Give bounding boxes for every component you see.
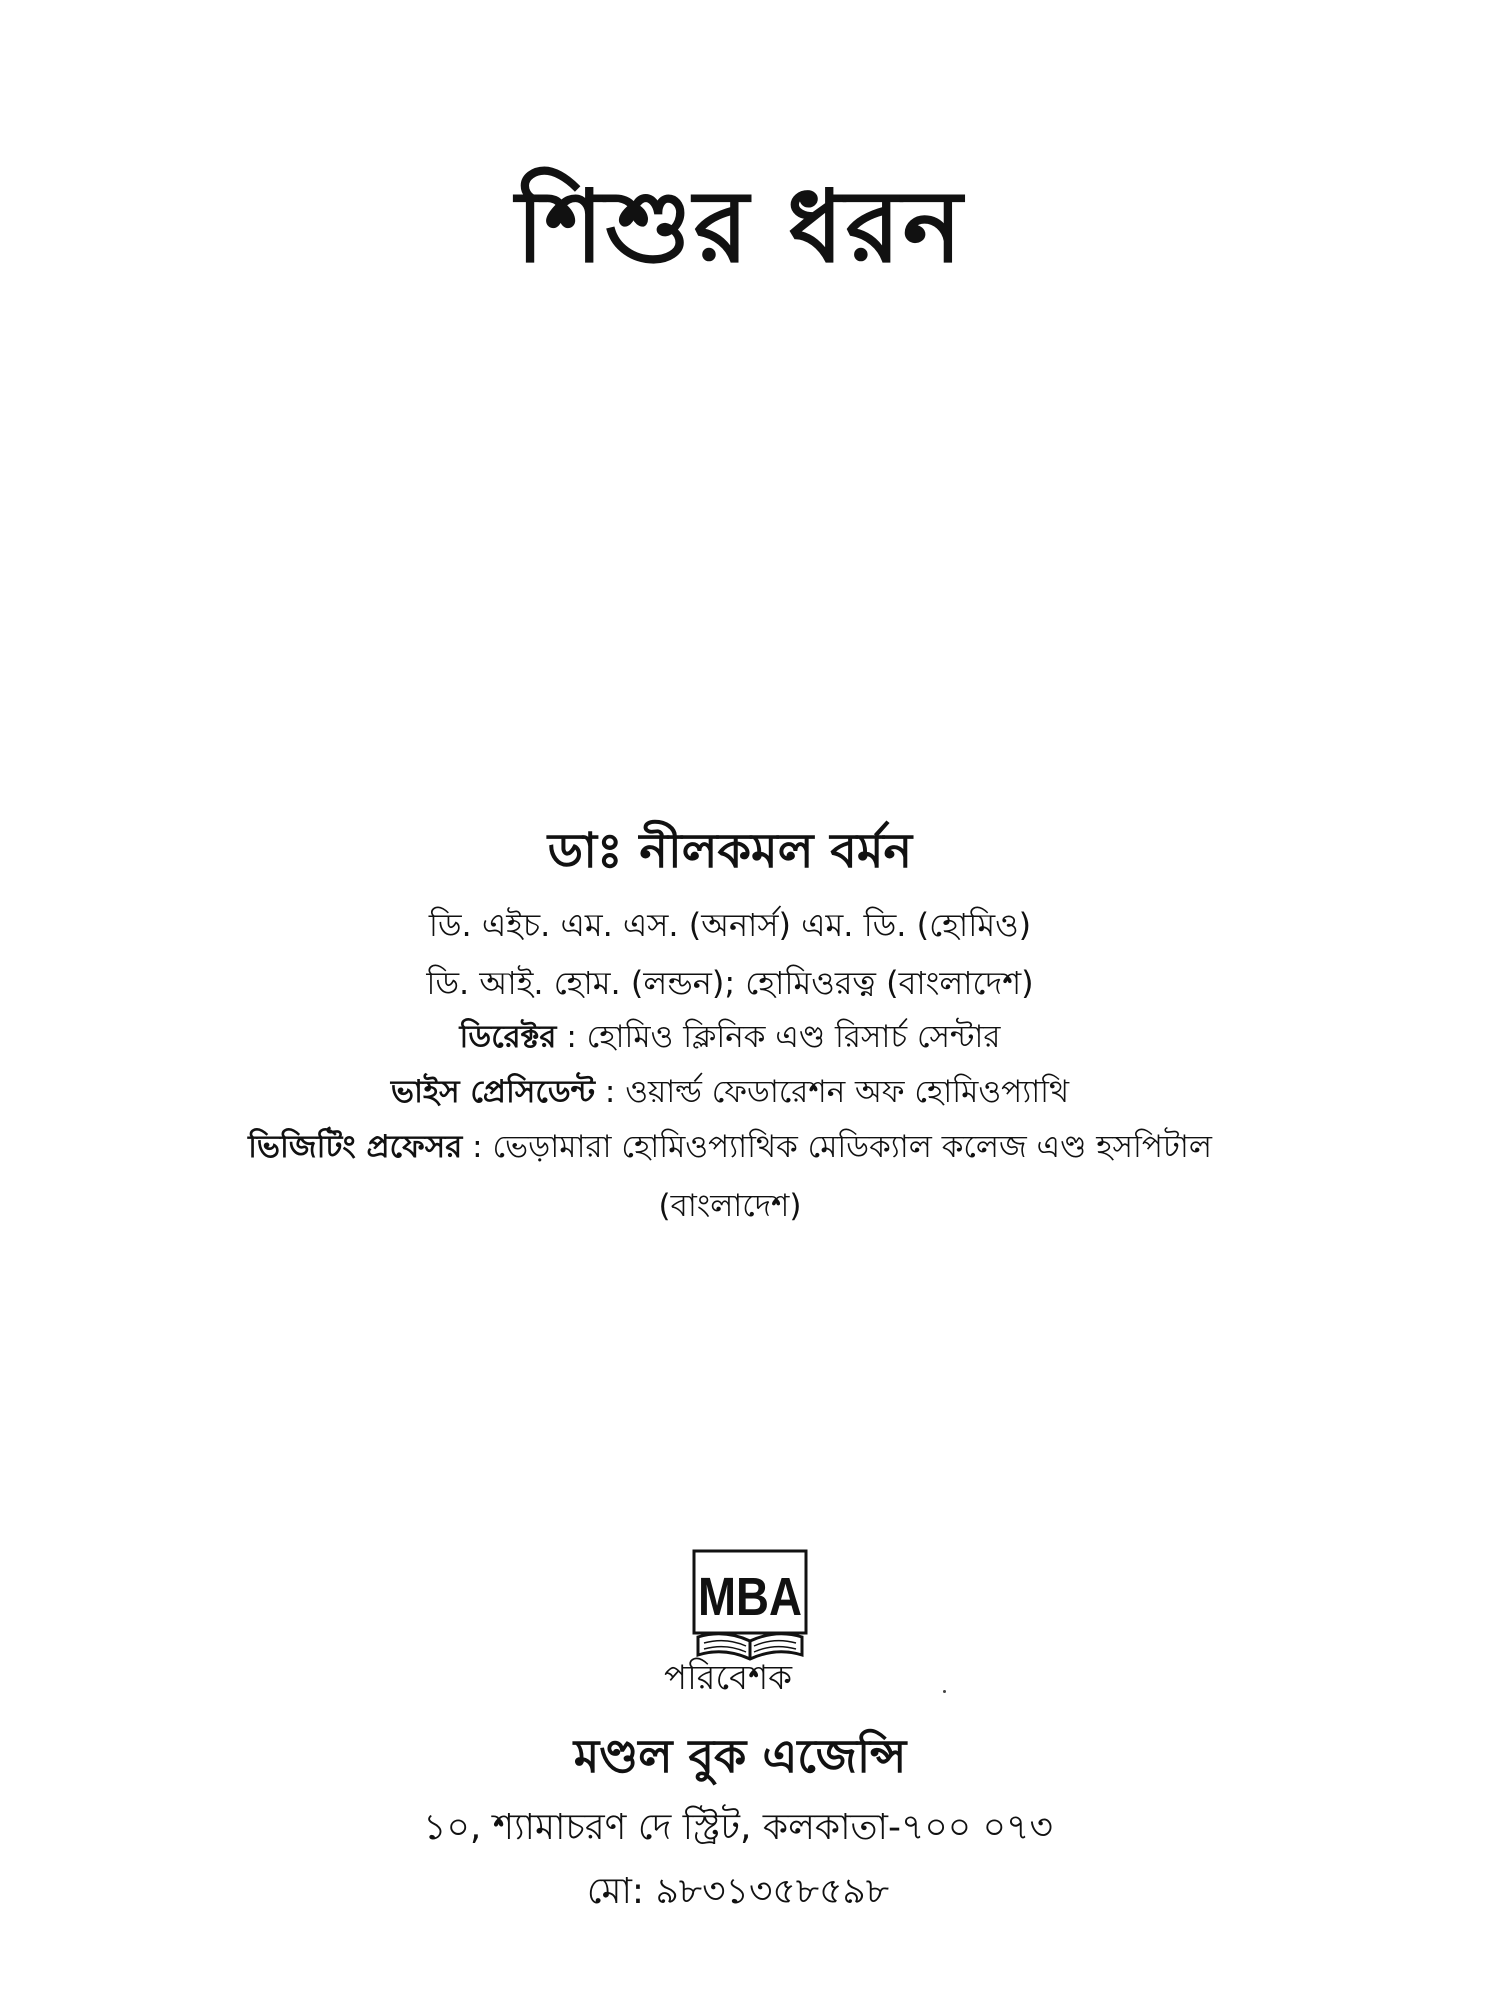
role-title: ভিজিটিং প্রফেসর bbox=[248, 1129, 463, 1165]
role-detail: ওয়ার্ল্ড ফেডারেশন অফ হোমিওপ্যাথি bbox=[625, 1074, 1070, 1110]
publisher-logo bbox=[688, 1545, 812, 1663]
author-role-continuation: (বাংলাদেশ) bbox=[658, 1188, 802, 1224]
author-degree-line-2: ডি. আই. হোম. (লন্ডন); হোমিওরত্ন (বাংলাদেশ) bbox=[426, 964, 1034, 1002]
role-separator: : bbox=[462, 1129, 493, 1165]
distributor-name: মণ্ডল বুক এজেন্সি bbox=[573, 1729, 907, 1783]
author-role-director bbox=[0, 1013, 1480, 1065]
distributor-address: ১০, শ্যামাচরণ দে স্ট্রিট, কলকাতা-৭০০ ০৭৩ bbox=[423, 1807, 1053, 1848]
author-role-vice-president bbox=[0, 1068, 1480, 1120]
logo-text: MBA bbox=[698, 1567, 802, 1627]
role-detail: ভেড়ামারা হোমিওপ্যাথিক মেডিক্যাল কলেজ এণ্ড হসপিটাল bbox=[492, 1129, 1212, 1165]
print-speck bbox=[943, 1690, 946, 1693]
role-title: ভাইস প্রেসিডেন্ট bbox=[390, 1074, 596, 1110]
role-title: ডিরেক্টর bbox=[459, 1019, 557, 1055]
role-separator: : bbox=[595, 1074, 626, 1110]
author-role-visiting-professor bbox=[0, 1123, 1480, 1175]
author-name: ডাঃ নীলকমল বর্মন bbox=[547, 823, 913, 879]
role-detail: হোমিও ক্লিনিক এণ্ড রিসার্চ সেন্টার bbox=[586, 1019, 1001, 1055]
book-title: শিশুর ধরন bbox=[515, 168, 965, 285]
role-separator: : bbox=[556, 1019, 587, 1055]
distributor-phone: মো: ৯৮৩১৩৫৮৫৯৮ bbox=[586, 1871, 890, 1912]
author-degree-line-1: ডি. এইচ. এম. এস. (অনার্স) এম. ডি. (হোমিও) bbox=[428, 906, 1032, 944]
distributor-label: পরিবেশক bbox=[664, 1658, 792, 1698]
